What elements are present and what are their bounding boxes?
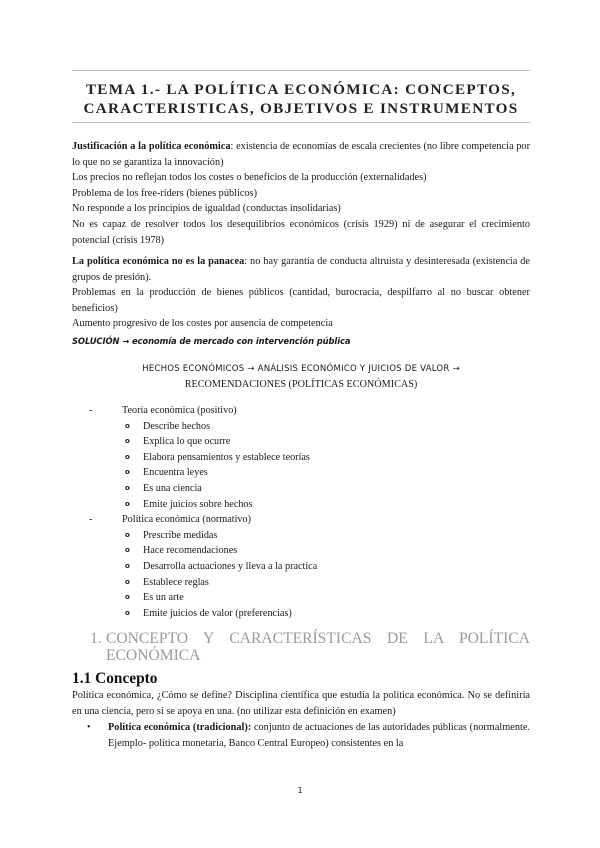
section-1-1-heading: 1.1 Concepto xyxy=(72,670,158,687)
politica-item: Desarrolla actuaciones y lleva a la practica xyxy=(143,560,318,572)
panacea-paragraph xyxy=(72,254,530,332)
panacea-text: : no hay garantía de conducta altruista y desinteresada (existencia de grupos de presión). xyxy=(72,256,530,283)
list-item-teoria xyxy=(72,403,530,419)
teoria-item: Encuentra leyes xyxy=(143,467,208,479)
section-1-number: 1. xyxy=(90,630,102,647)
justificacion-paragraph xyxy=(72,139,530,248)
list-item xyxy=(72,543,530,559)
list-item xyxy=(72,590,530,606)
title-top-rule xyxy=(72,70,530,71)
list-item xyxy=(72,497,530,513)
bullet-dot-icon: • xyxy=(87,722,91,733)
comparison-list xyxy=(72,403,530,621)
circle-bullet-icon: o xyxy=(125,499,130,508)
teoria-label: Teoría económica (positivo) xyxy=(122,405,237,416)
teoria-item: Es una ciencia xyxy=(143,482,202,494)
list-item xyxy=(72,575,530,591)
justificacion-label: Justificación a la política económica xyxy=(72,141,231,152)
circle-bullet-icon: o xyxy=(125,483,130,492)
list-item xyxy=(72,528,530,544)
circle-bullet-icon: o xyxy=(125,468,130,477)
justificacion-line-precios: Los precios no reflejan todos los costes o beneficios de la producción (externalidades) xyxy=(72,172,427,184)
title-line-1: TEMA 1.- LA POLÍTICA ECONÓMICA: CONCEPTOS, xyxy=(85,81,517,98)
section-1-heading xyxy=(72,630,530,664)
teoria-item: Describe hechos xyxy=(143,420,211,432)
circle-bullet-icon: o xyxy=(125,561,130,570)
circle-bullet-icon: o xyxy=(125,421,130,430)
circle-bullet-icon: o xyxy=(125,577,130,586)
justificacion-line-igualdad: No responde a los principios de igualdad (conductas insolidarias) xyxy=(72,203,341,215)
panacea-block xyxy=(72,256,530,283)
justificacion-block xyxy=(72,141,530,168)
list-item-politica xyxy=(72,512,530,528)
justificacion-crisis: No es capaz de resolver todos los desequilibrios económicos (crisis 1929) ni de asegurar el crecimiento potencial (crisis 1978) xyxy=(72,218,530,246)
justificacion-text: : existencia de economías de escala crecientes (no libre competencia por lo que no se garantiza la innovación) xyxy=(72,141,530,168)
politica-item: Establece reglas xyxy=(143,576,209,588)
politica-tradicional-text xyxy=(108,720,530,751)
politica-item: Emite juicios de valor (preferencias) xyxy=(143,607,292,619)
panacea-label: La política económica no es la panacea xyxy=(72,256,245,267)
circle-bullet-icon: o xyxy=(125,593,130,602)
circle-bullet-icon: o xyxy=(125,530,130,539)
page-title xyxy=(72,80,530,118)
dash-bullet: - xyxy=(89,405,93,416)
list-item xyxy=(72,559,530,575)
title-line-2: CARACTERISTICAS, OBJETIVOS E INSTRUMENTOS xyxy=(83,100,519,117)
dash-bullet: - xyxy=(89,514,93,526)
teoria-item: Explica lo que ocurre xyxy=(143,436,231,448)
flow-line-1: HECHOS ECONÓMICOS → ANÁLISIS ECONÓMICO Y JUICIOS DE VALOR → xyxy=(142,364,460,374)
page-number: 1 xyxy=(297,786,303,795)
panacea-aumento: Aumento progresivo de los costes por ausencia de competencia xyxy=(72,318,333,330)
circle-bullet-icon: o xyxy=(125,452,130,461)
politica-tradicional-label: Política económica (tradicional): xyxy=(108,722,252,733)
list-item xyxy=(72,450,530,466)
solucion-line: SOLUCIÓN → economía de mercado con intervención pública xyxy=(72,336,351,346)
circle-bullet-icon: o xyxy=(125,437,130,446)
teoria-item: Elabora pensamientos y establece teorías xyxy=(143,451,310,463)
section-1-title-line-2: ECONÓMICA xyxy=(106,647,201,664)
politica-item: Prescribe medidas xyxy=(143,529,218,541)
title-bottom-rule xyxy=(72,122,530,123)
flow-line-2: RECOMENDACIONES (POLÍTICAS ECONÓMICAS) xyxy=(184,379,418,390)
list-item xyxy=(72,434,530,450)
justificacion-line-free-riders: Problema de los free-riders (bienes públicos) xyxy=(72,187,257,199)
politica-label: Política económica (normativo) xyxy=(122,514,252,526)
list-item xyxy=(72,481,530,497)
list-item xyxy=(72,606,530,622)
politica-tradicional-bullet xyxy=(72,720,530,751)
list-item xyxy=(72,419,530,435)
section-1-title-line-1: CONCEPTO Y CARACTERÍSTICAS DE LA POLÍTICA xyxy=(106,630,530,647)
teoria-item: Emite juicios sobre hechos xyxy=(143,498,253,510)
circle-bullet-icon: o xyxy=(125,546,130,555)
politica-item: Hace recomendaciones xyxy=(143,545,238,557)
panacea-problemas: Problemas en la producción de bienes públicos (cantidad, burocracia, despilfarro al no buscar obtener beneficios) xyxy=(72,287,530,314)
politica-item: Es un arte xyxy=(143,592,184,604)
politica-tradicional-body: conjunto de actuaciones de las autoridades públicas (normalmente. Ejemplo- política monetaria, Banco Central Europeo) consistentes en la xyxy=(108,722,530,749)
flow-diagram-text xyxy=(72,362,530,392)
concepto-paragraph: Política económica, ¿Cómo se define? Disciplina científica que estudia la política económica. No se definiría en una ciencia, pero si se apoya en una. (no utilizar esta definición en examen) xyxy=(72,690,530,717)
list-item xyxy=(72,465,530,481)
circle-bullet-icon: o xyxy=(125,608,130,617)
